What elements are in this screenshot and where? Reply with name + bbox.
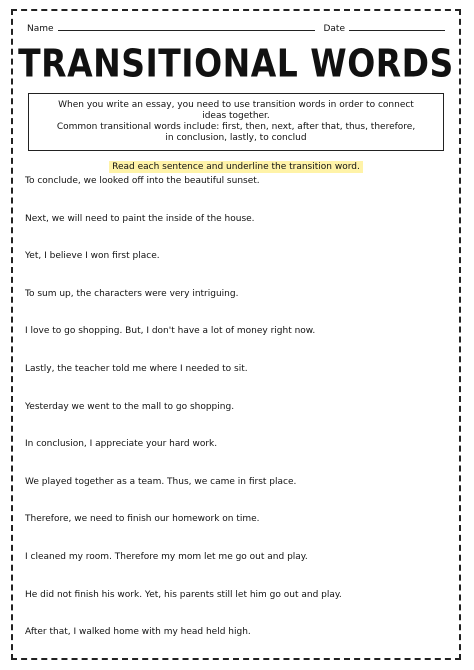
sentence-item: In conclusion, I appreciate your hard work. [25,439,218,450]
intro-line-1: When you write an essay, you need to use transition words in order to connect ideas together. [58,100,414,121]
sentence-item: He did not finish his work. Yet, his parents still let him go out and play. [25,589,342,600]
header-line [27,22,445,34]
sentence-item: We played together as a team. Thus, we came in first place. [25,476,297,487]
sentence-item: I love to go shopping. But, I don't have a lot of money right now. [25,326,316,337]
sentence-item: I cleaned my room. Therefore my mom let me go out and play. [25,551,308,562]
name-label: Name [27,24,54,34]
instruction [13,162,459,172]
name-blank [58,22,316,31]
sentence-item: After that, I walked home with my head held high. [25,627,251,638]
sentence-item: Lastly, the teacher told me where I needed to sit. [25,363,248,374]
sentence-list [25,175,447,664]
sentence-item: Yesterday we went to the mall to go shopping. [25,401,235,412]
date-blank [349,22,445,31]
sentence-item: Yet, I believe I won first place. [25,251,160,262]
sentence-item: To conclude, we looked off into the beautiful sunset. [25,176,260,186]
worksheet-title: TRANSITIONAL WORDS [18,41,454,86]
intro-box [28,93,444,151]
sentence-item: Therefore, we need to finish our homework on time. [25,514,260,525]
sentence-item: Next, we will need to paint the inside of the house. [25,213,255,224]
instruction-text: Read each sentence and underline the transition word. [109,161,363,173]
sentence-item: To sum up, the characters were very intriguing. [25,288,239,299]
intro-line-2: Common transitional words include: first, then, next, after that, thus, therefore, in conclusion, lastly, to conclud [56,122,416,143]
worksheet-border [11,9,461,660]
date-label: Date [323,24,345,34]
